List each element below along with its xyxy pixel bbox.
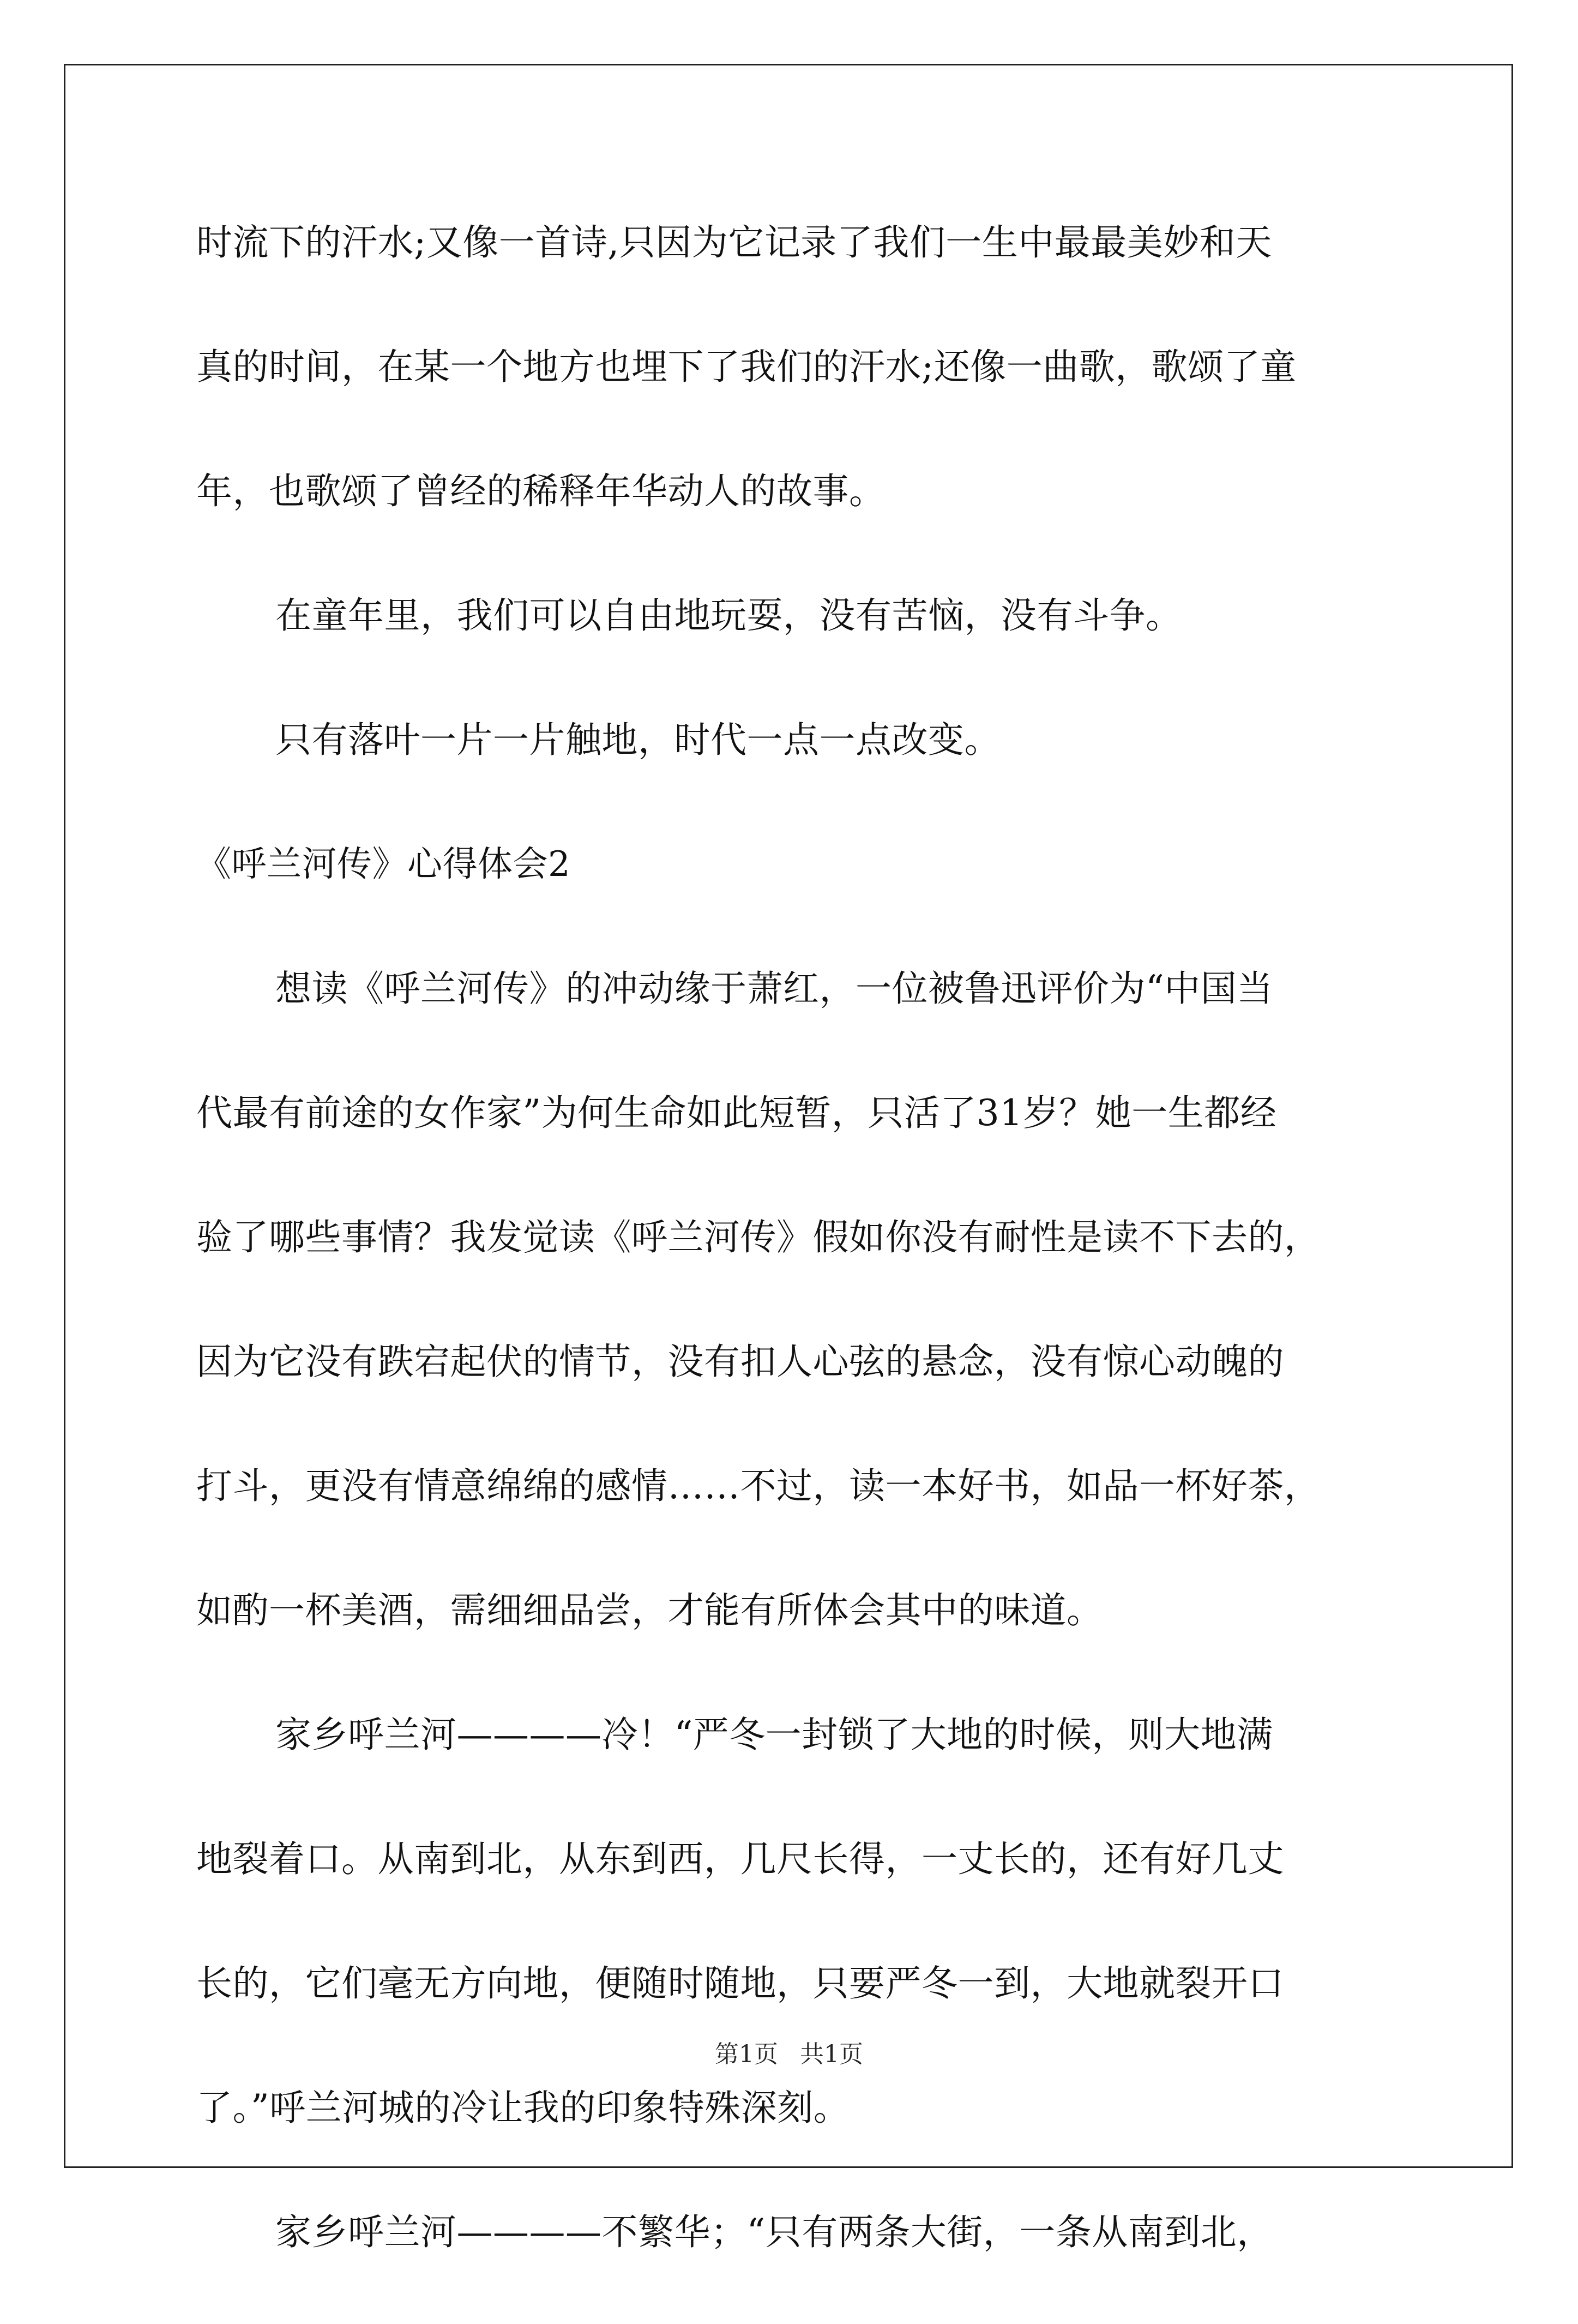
- page-footer: [0, 2034, 1578, 2069]
- text-line: 代最有前途的女作家”为何生命如此短暂，只活了31岁？她一生都经: [196, 1092, 1277, 1134]
- text-line: 打斗，更没有情意绵绵的感情……不过，读一本好书，如品一杯好茶，: [196, 1465, 1321, 1507]
- text-line: 地裂着口。从南到北，从东到西，几尺长得，一丈长的，还有好几丈: [196, 1838, 1284, 1880]
- text-line: 验了哪些事情？我发觉读《呼兰河传》假如你没有耐性是读不下去的，: [196, 1216, 1321, 1258]
- text-line: 如酌一杯美酒，需细细品尝，才能有所体会其中的味道。: [196, 1589, 1103, 1631]
- page-number: 第1页: [715, 2040, 778, 2068]
- text-line: 时流下的汗水;又像一首诗,只因为它记录了我们一生中最最美妙和天: [196, 221, 1272, 263]
- text-line: 家乡呼兰河————冷！“严冬一封锁了大地的时候，则大地满: [275, 1714, 1273, 1756]
- section-heading: 《呼兰河传》心得体会2: [196, 844, 571, 885]
- text-line: 长的，它们毫无方向地，便随时随地，只要严冬一到，大地就裂开口: [196, 1962, 1284, 2004]
- document-body: [196, 210, 1396, 2324]
- page-total: 共1页: [800, 2040, 863, 2068]
- text-line: 真的时间，在某一个地方也埋下了我们的汗水;还像一曲歌，歌颂了童: [196, 346, 1297, 388]
- text-line: 在童年里，我们可以自由地玩耍，没有苦恼，没有斗争。: [275, 594, 1182, 636]
- text-line: 年，也歌颂了曾经的稀释年华动人的故事。: [196, 470, 886, 512]
- text-line: 因为它没有跌宕起伏的情节，没有扣人心弦的悬念，没有惊心动魄的: [196, 1341, 1284, 1383]
- text-line: 只有落叶一片一片触地，时代一点一点改变。: [275, 719, 1001, 761]
- text-line: 了。”呼兰河城的冷让我的印象特殊深刻。: [196, 2087, 850, 2129]
- text-line: 家乡呼兰河————不繁华；“只有两条大街，一条从南到北，: [275, 2211, 1273, 2253]
- text-line: 想读《呼兰河传》的冲动缘于萧红，一位被鲁迅评价为“中国当: [275, 968, 1273, 1010]
